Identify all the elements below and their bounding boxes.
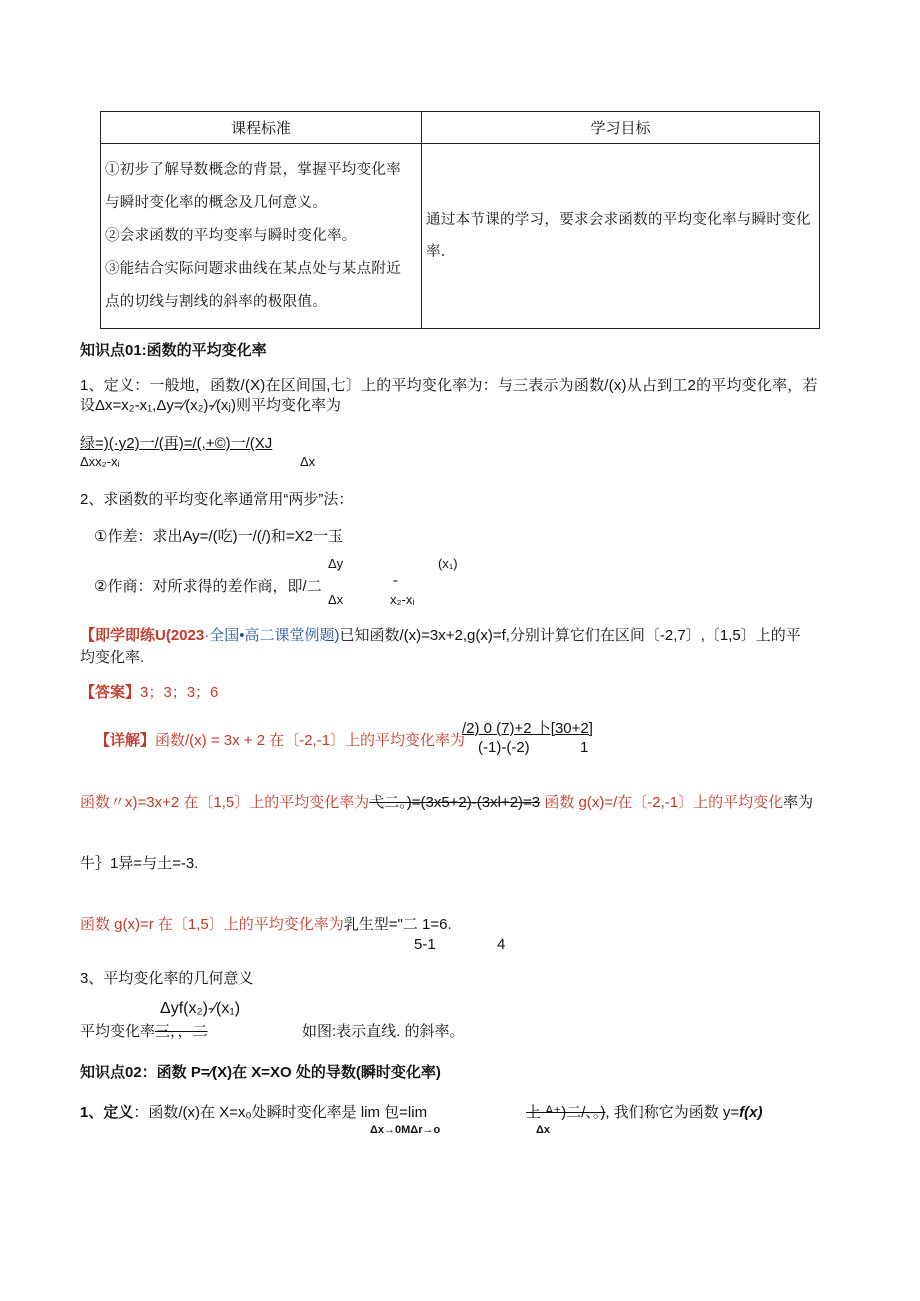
definition-line2: 设Δx=x₂-x₁,Δy=∕(x₂)-∕(xⱼ)则平均变化率为 bbox=[80, 397, 342, 414]
standard-line: ②会求函数的平均变率与瞬时变化率。 bbox=[105, 227, 357, 244]
header-course-standard: 课程标准 bbox=[101, 112, 422, 144]
standards-cell bbox=[101, 144, 422, 329]
detail2-text2: 函数 g(x)=/在〔-2,-1〕上的平均变化 bbox=[544, 794, 784, 811]
detail1-line bbox=[95, 729, 465, 750]
geometry-tail: 如图:表示直线. 的斜率。 bbox=[302, 1023, 465, 1040]
detail1-fraction-right: 1 bbox=[580, 739, 589, 756]
answer-value: 3；3；3；6 bbox=[140, 684, 219, 701]
detail1-text: 函数/(x) = 3x + 2 在〔-2,-1〕上的平均变化率为 bbox=[155, 732, 466, 749]
detail4-text: 函数 g(x)=r 在〔1,5〕上的平均变化率为 bbox=[80, 916, 344, 933]
step2-bottom-right: x₂-xᵢ bbox=[390, 592, 415, 607]
section1-title: 知识点01:函数的平均变化率 bbox=[80, 342, 267, 359]
geometry-label: 平均变化率 bbox=[80, 1023, 156, 1040]
detail2-text: 函数〃x)=3x+2 在〔1,5〕上的平均变化率为 bbox=[80, 794, 370, 811]
two-steps-heading: 2、求函数的平均变化率通常用“两步”法： bbox=[80, 491, 354, 508]
step2-text: ②作商：对所求得的差作商，即/二 bbox=[94, 578, 322, 595]
header-learning-goal: 学习目标 bbox=[422, 112, 820, 144]
avg-rate-formula-top: 绿=)(·y2)一/(再)=/(,+©)一/(XJ bbox=[80, 435, 273, 452]
section2-def-text: ：函数/(x)在 X=x₀处瞬时变化率是 lim 包=lim bbox=[133, 1104, 428, 1121]
standard-line: ③能结合实际问题求曲线在某点处与某点附近 bbox=[105, 260, 401, 277]
detail1-fraction-bottom: (-1)-(-2) bbox=[478, 739, 530, 756]
detail4-bottom-left: 5-1 bbox=[414, 936, 436, 953]
exercise-question-line2: 均变化率. bbox=[80, 649, 145, 666]
section2-def-right-subscript: Δx bbox=[536, 1124, 551, 1136]
step2-bottom-left: Δx bbox=[328, 592, 344, 607]
geometry-formula-bottom: 三，，二 bbox=[155, 1023, 208, 1040]
step2-dash: - bbox=[393, 572, 398, 589]
section2-title: 知识点02：函数 P=∕(X)在 X=XO 处的导数(瞬时变化率) bbox=[80, 1064, 441, 1081]
section2-def-right bbox=[526, 1101, 762, 1122]
goal-text: 通过本节课的学习，要求会求函数的平均变化率与瞬时变化率. bbox=[426, 212, 811, 260]
geometry-heading: 3、平均变化率的几何意义 bbox=[80, 970, 254, 987]
definition-line1: 1、定义：一般地，函数/(X)在区间国,七〕上的平均变化率为：与三表示为函数/(x)从占到工2的平均变化率，若 bbox=[80, 377, 818, 394]
course-standards-table bbox=[100, 111, 820, 329]
avg-rate-formula-bottom-right: Δx bbox=[300, 454, 316, 469]
standard-line: ①初步了解导数概念的背景，掌握平均变化率 bbox=[105, 161, 401, 178]
answer-line bbox=[80, 681, 218, 702]
goal-cell bbox=[422, 144, 820, 329]
exercise-source: ·全国•高二课堂例题) bbox=[204, 627, 340, 644]
detail2-formula: 弋二。)=(3x5+2)-(3xl+2)=3 bbox=[369, 794, 541, 811]
answer-tag: 【答案】 bbox=[80, 684, 141, 701]
exercise-tag: 【即学即练U(2023 bbox=[80, 627, 205, 644]
step2-top-right: (x₁) bbox=[438, 556, 458, 571]
geometry-line bbox=[80, 1020, 208, 1041]
step2-top-left: Δy bbox=[328, 556, 344, 571]
step1-text: ①作差：求出Ay=/(吃)一/(/)和=X2一玉 bbox=[94, 528, 344, 545]
standard-line: 点的切线与割线的斜率的极限值。 bbox=[105, 293, 327, 310]
standard-line: 与瞬时变化率的概念及几何意义。 bbox=[105, 194, 327, 211]
avg-rate-formula-bottom-left: Δxx₂-xᵢ bbox=[80, 454, 120, 469]
section2-def-prefix: 1、定义 bbox=[80, 1104, 134, 1121]
exercise-line1 bbox=[80, 624, 801, 645]
section2-definition bbox=[80, 1101, 427, 1122]
detail3-line: 牛｝1异=与土=-3. bbox=[80, 855, 199, 872]
detail1-fraction-top: /2) 0 (7)+2 卜[30+2] bbox=[462, 720, 593, 737]
section2-def-right-text: , 我们称它为函数 y= bbox=[605, 1104, 740, 1121]
detail2-line bbox=[80, 791, 813, 812]
detail4-bottom-right: 4 bbox=[497, 936, 506, 953]
geometry-formula-top: Δyf(x₂)-∕(x₁) bbox=[160, 1000, 241, 1017]
detail-tag: 【详解】 bbox=[95, 732, 156, 749]
section2-def-fx: f(x) bbox=[739, 1104, 763, 1121]
exercise-question: 已知函数/(x)=3x+2,g(x)=f,分别计算它们在区间〔-2,7〕,〔1,5〕上的平 bbox=[339, 627, 801, 644]
detail4-formula: 乳生型="二 1=6. bbox=[343, 916, 452, 933]
detail4-line bbox=[80, 913, 452, 934]
section2-def-subscript: Δx→0MΔr→o bbox=[370, 1124, 441, 1136]
section2-def-fraction: 上 ᐞ⁺)二/、。) bbox=[526, 1104, 606, 1121]
detail2-tail: 率为 bbox=[783, 794, 814, 811]
